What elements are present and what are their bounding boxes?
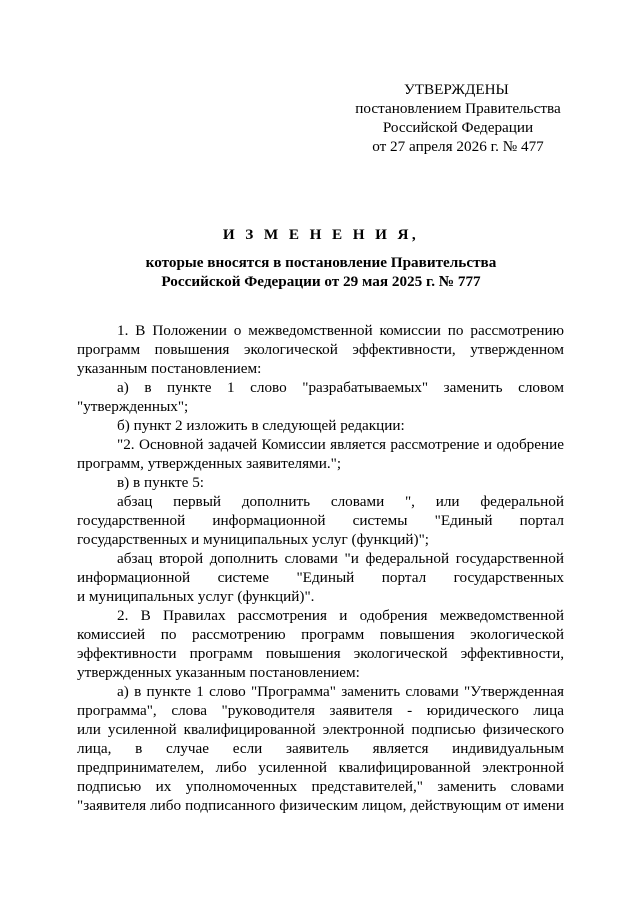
approval-line-3: от 27 апреля 2026 г. № 477 xyxy=(372,138,544,155)
body-line: "утвержденных"; xyxy=(77,398,189,415)
approval-stamp xyxy=(340,80,576,156)
approval-line-2: Российской Федерации xyxy=(382,119,534,136)
body-line: программа", слова "руководителя заявителя - юридического лица xyxy=(77,702,564,719)
body-line: государственной информационной системы "Единый портал xyxy=(77,512,564,529)
body-line: подписью их уполномоченных представителей," заменить словами xyxy=(77,778,564,795)
body-line: программ повышения экологической эффективности, утвержденном xyxy=(77,341,564,358)
body-line: и муниципальных услуг (функций)". xyxy=(77,588,315,605)
document-body xyxy=(77,321,564,815)
body-line: эффективности программ повышения экологической эффективности, xyxy=(77,645,564,662)
approval-line-1: постановлением Правительства xyxy=(355,100,561,117)
body-line: лица, в случае если заявитель является индивидуальным xyxy=(77,740,564,757)
approval-heading: УТВЕРЖДЕНЫ xyxy=(404,81,509,98)
document-title xyxy=(78,225,564,291)
body-line: "заявителя либо подписанного физическим лицом, действующим от имени xyxy=(77,797,564,814)
body-line: абзац второй дополнить словами "и федеральной государственной xyxy=(117,550,564,567)
body-line: информационной системе "Единый портал государственных xyxy=(77,569,564,586)
body-line: а) в пункте 1 слово "разрабатываемых" заменить словом xyxy=(117,379,564,396)
body-line: государственных и муниципальных услуг (функций)"; xyxy=(77,531,429,548)
body-line: предпринимателем, либо усиленной квалифицированной электронной xyxy=(77,759,564,776)
body-line: в) в пункте 5: xyxy=(117,474,205,491)
body-line: "2. Основной задачей Комиссии является рассмотрение и одобрение xyxy=(117,436,564,453)
body-line: б) пункт 2 изложить в следующей редакции: xyxy=(117,417,405,434)
title-line-1: которые вносятся в постановление Правительства xyxy=(145,254,497,271)
title-caps: И З М Е Н Е Н И Я, xyxy=(222,226,420,243)
body-line: а) в пункте 1 слово "Программа" заменить словами "Утвержденная xyxy=(117,683,564,700)
body-line: утвержденных указанным постановлением: xyxy=(77,664,360,681)
body-line: абзац первый дополнить словами ", или федеральной xyxy=(117,493,564,510)
body-line: указанным постановлением: xyxy=(77,360,262,377)
body-line: 1. В Положении о межведомственной комиссии по рассмотрению xyxy=(117,322,564,339)
title-line-2: Российской Федерации от 29 мая 2025 г. № 777 xyxy=(161,273,481,290)
body-line: комиссией по рассмотрению программ повышения экологической xyxy=(77,626,564,643)
body-line: 2. В Правилах рассмотрения и одобрения межведомственной xyxy=(117,607,564,624)
body-line: или усиленной квалифицированной электронной подписью физического xyxy=(77,721,564,738)
body-line: программ, утвержденных заявителями."; xyxy=(77,455,342,472)
